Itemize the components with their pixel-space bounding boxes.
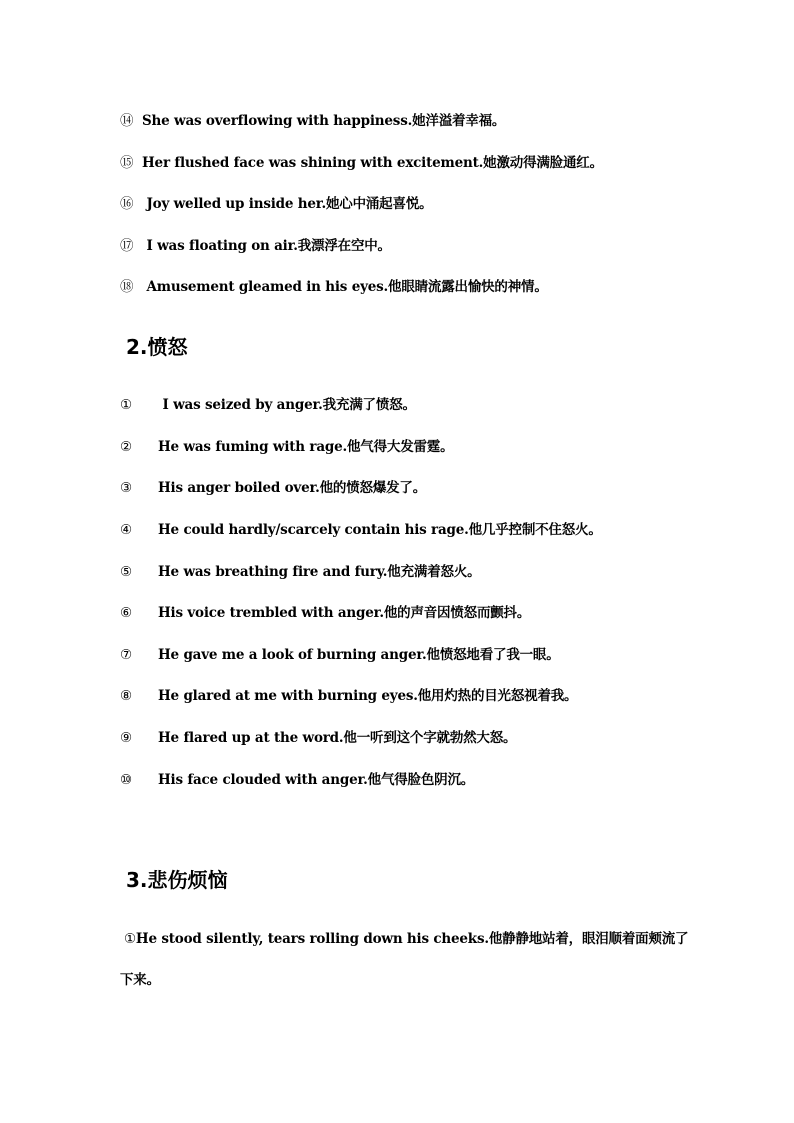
list-item — [120, 601, 720, 621]
list-item — [120, 768, 720, 788]
item-text: Amusement gleamed in his eyes.他眼睛流露出愉快的神情。 — [142, 279, 548, 295]
item-number: ① — [120, 397, 132, 413]
list-item — [120, 476, 720, 496]
item-text: His anger boiled over.他的愤怒爆发了。 — [158, 480, 427, 496]
list-item — [120, 684, 720, 704]
list-item — [120, 435, 720, 455]
item-number: ⑮ — [120, 155, 134, 171]
item-number: ⑱ — [120, 279, 134, 295]
item-text: He was breathing fire and fury.他充满着怒火。 — [158, 564, 481, 580]
item-number: ① — [124, 931, 136, 947]
list-item — [120, 927, 700, 947]
list-item — [120, 726, 720, 746]
item-text: He could hardly/scarcely contain his rage.他几乎控制不住怒火。 — [158, 522, 602, 538]
item-text: He glared at me with burning eyes.他用灼热的目光怒视着我。 — [158, 688, 578, 704]
item-number: ⑰ — [120, 238, 134, 254]
list-item — [120, 275, 720, 295]
list-item — [120, 393, 720, 413]
item-number: ⑧ — [120, 688, 132, 704]
item-text: His voice trembled with anger.他的声音因愤怒而颤抖。 — [158, 605, 531, 621]
item-text: Her flushed face was shining with excitement.她激动得满脸通红。 — [142, 155, 603, 171]
item-text: I was seized by anger.我充满了愤怒。 — [158, 397, 416, 413]
list-item — [120, 192, 720, 212]
list-item — [120, 518, 720, 538]
item-text: He gave me a look of burning anger.他愤怒地看了我一眼。 — [158, 647, 560, 663]
item-text: His face clouded with anger.他气得脸色阴沉。 — [158, 772, 475, 788]
item-number: ⑭ — [120, 113, 134, 129]
item-number: ⑨ — [120, 730, 132, 746]
list-item — [120, 234, 720, 254]
item-number: ② — [120, 439, 132, 455]
item-number: ④ — [120, 522, 132, 538]
item-text: She was overflowing with happiness.她洋溢着幸福。 — [142, 113, 506, 129]
item-text-line2: 下来。 — [120, 972, 160, 988]
item-number: ⑦ — [120, 647, 132, 663]
item-text-line1: He stood silently, tears rolling down his cheeks.他静静地站着，眼泪顺着面颊流了 — [135, 931, 689, 947]
item-text: Joy welled up inside her.她心中涌起喜悦。 — [142, 196, 433, 212]
item-text: He flared up at the word.他一听到这个字就勃然大怒。 — [158, 730, 517, 746]
list-item — [120, 151, 720, 171]
list-item — [120, 643, 720, 663]
item-text: I was floating on air.我漂浮在空中。 — [142, 238, 391, 254]
section-heading-anger: 2.愤怒 — [126, 335, 188, 359]
list-item — [120, 109, 720, 129]
item-text: He was fuming with rage.他气得大发雷霆。 — [158, 439, 454, 455]
item-number: ⑯ — [120, 196, 134, 212]
item-number: ③ — [120, 480, 132, 496]
item-number: ⑤ — [120, 564, 132, 580]
item-number: ⑥ — [120, 605, 132, 621]
item-number: ⑩ — [120, 772, 132, 788]
section-heading-sadness: 3.悲伤烦恼 — [126, 868, 228, 892]
list-item — [120, 560, 720, 580]
